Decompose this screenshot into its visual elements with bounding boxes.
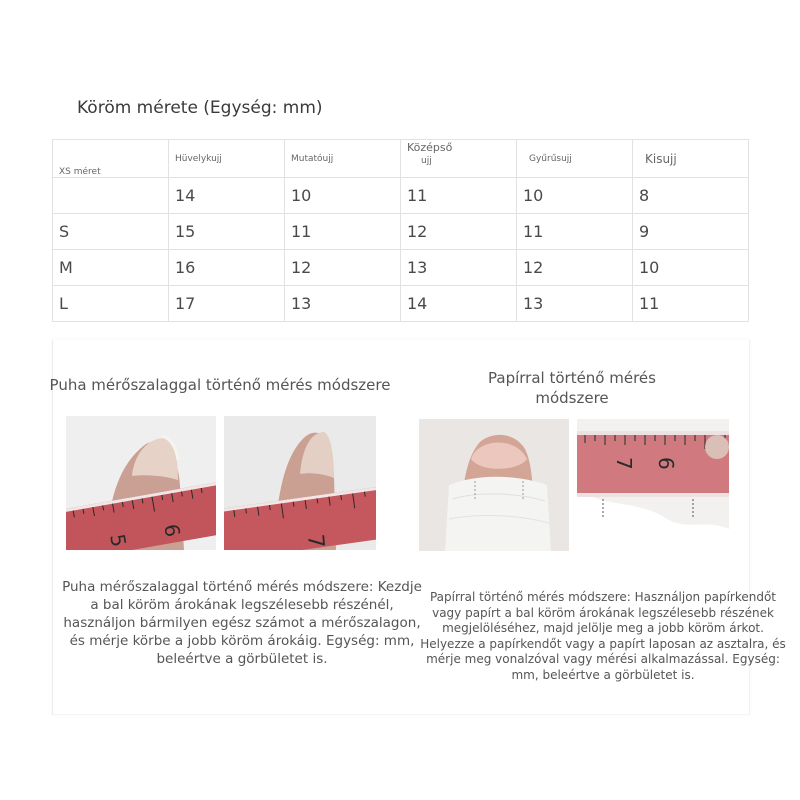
tape-measure-photo-1 — [66, 416, 216, 550]
row-size: S — [53, 214, 169, 250]
cell-value: 11 — [285, 214, 401, 250]
header-pinky: Kisujj — [633, 140, 749, 178]
cell-value: 14 — [401, 286, 517, 322]
header-thumb: Hüvelykujj — [169, 140, 285, 178]
cell-value: 10 — [285, 178, 401, 214]
tape-number: 7 — [612, 457, 636, 470]
tape-number: 6 — [654, 457, 678, 470]
cell-value: 16 — [169, 250, 285, 286]
cell-value: 17 — [169, 286, 285, 322]
cell-value: 13 — [285, 286, 401, 322]
header-size: XS méret — [53, 140, 169, 178]
cell-value: 11 — [517, 214, 633, 250]
cell-value: 13 — [517, 286, 633, 322]
table-row — [53, 250, 749, 286]
paper-method-heading: Papírral történő mérés módszere — [488, 369, 656, 407]
size-table — [52, 139, 749, 322]
cell-value: 12 — [285, 250, 401, 286]
tape-method-heading: Puha mérőszalaggal történő mérés módszere — [49, 376, 391, 394]
cell-value: 11 — [633, 286, 749, 322]
table-row — [53, 214, 749, 250]
cell-value: 12 — [517, 250, 633, 286]
tape-number: 5 — [105, 532, 132, 549]
paper-measure-photo-1 — [419, 419, 569, 551]
table-row — [53, 178, 749, 214]
table-header-row — [53, 140, 749, 178]
paper-method-description: Papírral történő mérés módszere: Használjon papírkendőt vagy papírt a bal köröm árokának legszélesebb részének megjelöléséhez, majd jelölje meg a jobb köröm árkot. Helyezze a papírkendőt vagy a papírt laposan az asztalra, és mérje meg vonalzóval vagy mérési alkalmazással. Egység: mm, beleértve a görbületet is. — [420, 590, 786, 682]
cell-value: 10 — [633, 250, 749, 286]
row-size: M — [53, 250, 169, 286]
row-size — [53, 178, 169, 214]
cell-value: 11 — [401, 178, 517, 214]
table-row — [53, 286, 749, 322]
cell-value: 15 — [169, 214, 285, 250]
cell-value: 12 — [401, 214, 517, 250]
cell-value: 13 — [401, 250, 517, 286]
cell-value: 10 — [517, 178, 633, 214]
header-middle: Középső ujj — [401, 140, 517, 178]
cell-value: 14 — [169, 178, 285, 214]
header-ring: Gyűrűsujj — [517, 140, 633, 178]
header-index: Mutatóujj — [285, 140, 401, 178]
row-size: L — [53, 286, 169, 322]
tape-number: 6 — [159, 522, 186, 539]
tape-number: 7 — [302, 533, 329, 550]
cell-value: 9 — [633, 214, 749, 250]
paper-measure-photo-2 — [577, 419, 729, 551]
tape-measure-photo-2 — [224, 416, 376, 550]
cell-value: 8 — [633, 178, 749, 214]
tape-method-description: Puha mérőszalaggal történő mérés módszere: Kezdje a bal köröm árokának legszélesebb részénél, használjon bármilyen egész számot a mérőszalagon, és mérje körbe a jobb köröm árokáig. Egység: mm, beleértve a görbületet is. — [62, 579, 422, 667]
page-title: Köröm mérete (Egység: mm) — [77, 98, 323, 118]
